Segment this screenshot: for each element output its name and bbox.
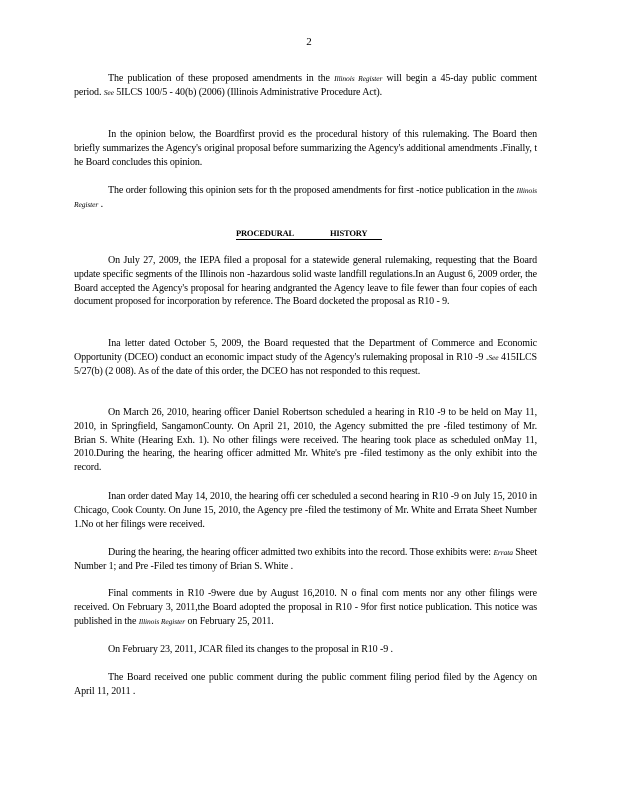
- text-segment: Ina letter dated October 5, 2009, the Board requested that the Department of Commerce and Economic Opportunity (DCEO) conduct an economic impact study of the Agency's rulemaking proposal in R10 -9 .: [74, 338, 537, 363]
- paragraph-iepa-proposal: On July 27, 2009, the IEPA filed a proposal for a statewide general rulemaking, requesting that the Board update specific segments of the Illinois non -hazardous solid waste landfill regulations.In an August 6, 2009 order, the Board accepted the Agency's proposal for hearing andgranted the Agency leave to file fewer than four copies of each document proposed for incorporation by reference. The Board docketed the proposal as R10 - 9.: [74, 255, 537, 308]
- page-number: 2: [306, 36, 312, 48]
- text-segment: 5ILCS 100/5 - 40(b) (2006) (Illinois Administrative Procedure Act).: [113, 86, 383, 98]
- italic-signal: See: [103, 87, 114, 97]
- text-segment: Final comments in R10 -9were due by August 16,2010. N o final com ments nor any other filings were received. On February 3, 2011,the Board adopted the proposal in R10 - 9for first notice publication. This notice was published in the: [74, 588, 537, 627]
- paragraph-second-hearing: Inan order dated May 14, 2010, the hearing offi cer scheduled a second hearing in R10 -9 on July 15, 2010 in Chicago, Cook County. On June 15, 2010, the Agency pre -filed the testimony of Mr. White and Errata Sheet Number 1.No ot her filings were received.: [74, 491, 537, 530]
- text-segment: will begin a 45-day public comment period.: [74, 73, 537, 98]
- paragraph-order-following: [74, 184, 537, 212]
- italic-citation: Illinois Register: [138, 616, 186, 626]
- text-segment: .: [98, 198, 104, 210]
- paragraph-public-comment: The Board received one public comment during the public comment filing period filed by the Agency on April 11, 2011 .: [74, 672, 537, 697]
- paragraph-dceo-letter: [74, 337, 537, 378]
- italic-citation: Illinois Register: [334, 74, 383, 83]
- paragraph-jcar: On February 23, 2011, JCAR filed its changes to the proposal in R10 -9 .: [108, 644, 393, 655]
- text-segment: on February 25, 2011.: [185, 615, 274, 627]
- text-segment: 415ILCS 5/27(b) (2 008). As of the date of this order, the DCEO has not responded to this request.: [74, 351, 537, 377]
- heading-word: HISTORY: [329, 228, 368, 238]
- section-heading: [236, 228, 382, 240]
- italic-citation: Illinois Register: [74, 186, 537, 209]
- text-segment: The publication of these proposed amendments in the: [108, 73, 335, 84]
- text-segment: Sheet Number 1; and Pre -Filed tes timony of Brian S. White .: [74, 547, 538, 572]
- paragraph-first-hearing: On March 26, 2010, hearing officer Daniel Robertson scheduled a hearing in R10 -9 to be held on May 11, 2010, in Springfield, SangamonCounty. On April 21, 2010, the Agency submitted the pre -filed testimony of Mr. Brian S. White (Hearing Exh. 1). No other filings were received. The hearing took place as scheduled onMay 11, 2010.During the hearing, the hearing officer admitted Mr. White's pre -filed testimony as the only exhibit into the record.: [74, 407, 537, 474]
- heading-word: PROCEDURAL: [236, 228, 294, 238]
- paragraph-exhibits: [74, 546, 537, 574]
- paragraph-final-comments: [74, 587, 537, 628]
- text-segment: During the hearing, the hearing officer admitted two exhibits into the record. Those exhibits were:: [108, 547, 494, 558]
- italic-signal: See: [488, 352, 499, 362]
- italic-exhibit: Errata: [493, 548, 513, 557]
- paragraph-publication: [74, 72, 537, 100]
- text-segment: The order following this opinion sets for th the proposed amendments for first -notice publication in the: [108, 185, 517, 196]
- paragraph-overview: In the opinion below, the Boardfirst provid es the procedural history of this rulemaking. The Board then briefly summarizes the Agency's original proposal before summarizing the Agency's additional amendments .Finally, t he Board concludes this opinion.: [74, 129, 537, 168]
